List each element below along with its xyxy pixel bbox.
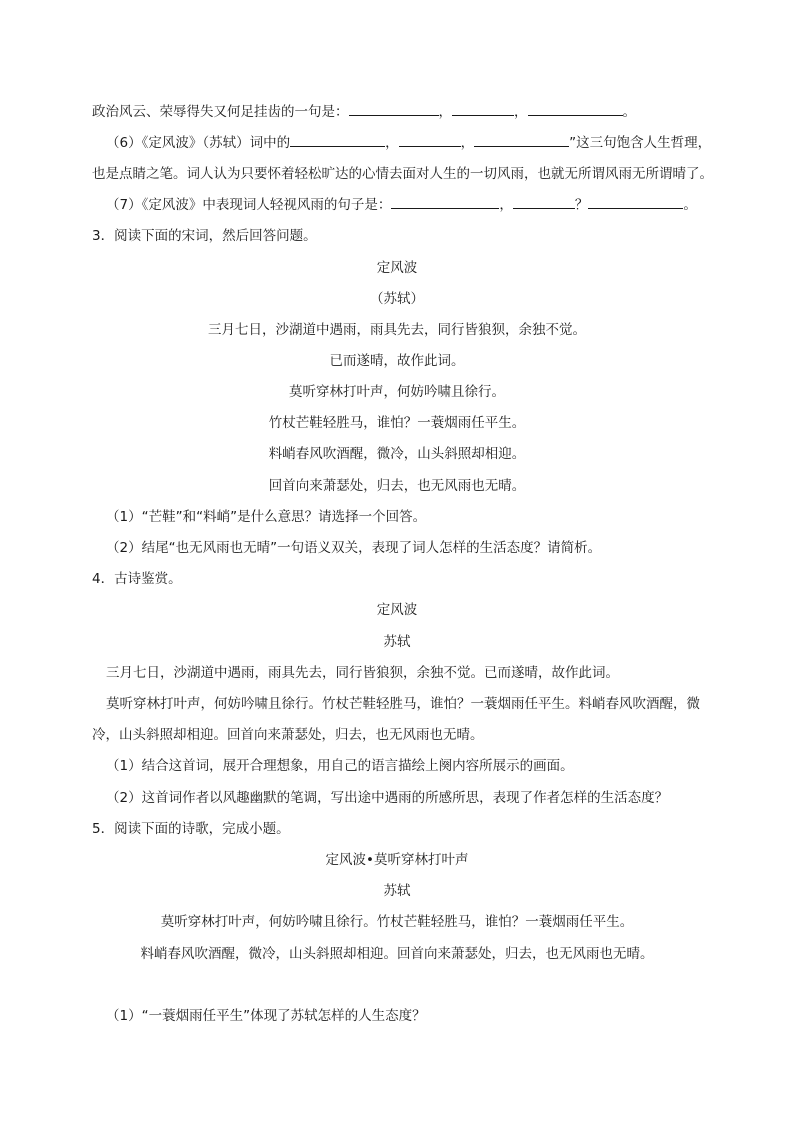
answer-blank[interactable] xyxy=(349,102,439,116)
punct: 。 xyxy=(622,104,636,120)
q3-question-1: （1）“芒鞋”和“料峭”是什么意思？请选择一个回答。 xyxy=(106,509,427,525)
q2-line-a xyxy=(92,102,636,122)
q3-poem-line: 回首向来萧瑟处，归去，也无风雨也无晴。 xyxy=(268,478,526,494)
q4-author: 苏轼 xyxy=(383,634,411,650)
answer-blank[interactable] xyxy=(399,133,461,147)
q5-question-1: （1）“一蓑烟雨任平生”体现了苏轼怎样的人生态度？ xyxy=(106,1008,426,1024)
q4-poem-title: 定风波 xyxy=(376,602,418,618)
q2-item6-prefix: （6）《定风波》（苏轼）词中的 xyxy=(106,135,291,151)
q3-poem-line: 莫听穿林打叶声，何妨吟啸且徐行。 xyxy=(289,384,505,400)
q2-item6-line2: 也是点睛之笔。词人认为只要怀着轻松旷达的心情去面对人生的一切风雨，也就无所谓风雨无所谓晴了。 xyxy=(92,166,713,182)
punct: ， xyxy=(460,135,475,151)
q5-author: 苏轼 xyxy=(383,883,411,899)
answer-blank[interactable] xyxy=(528,102,623,116)
q3-author: （苏轼） xyxy=(370,291,424,307)
q2-item7-prefix: （7）《定风波》中表现词人轻视风雨的句子是： xyxy=(106,197,392,213)
punct: ， xyxy=(385,135,399,151)
q4-heading: 4．古诗鉴赏。 xyxy=(92,571,182,587)
q3-heading: 3．阅读下面的宋词，然后回答问题。 xyxy=(92,228,317,244)
q3-poem-line: 竹杖芒鞋轻胜马，谁怕？一蓑烟雨任平生。 xyxy=(268,415,526,431)
answer-blank[interactable] xyxy=(290,133,385,147)
punct: ， xyxy=(438,104,452,120)
q4-preface: 三月七日，沙湖道中遇雨，雨具先去，同行皆狼狈，余独不觉。已而遂晴，故作此词。 xyxy=(106,665,619,681)
answer-blank[interactable] xyxy=(391,195,499,209)
q2-line-a-prefix: 政治风云、荣辱得失又何足挂齿的一句是： xyxy=(92,104,349,120)
q4-body-line1: 莫听穿林打叶声，何妨吟啸且徐行。竹杖芒鞋轻胜马，谁怕？一蓑烟雨任平生。料峭春风吹酒醒，微 xyxy=(106,696,700,712)
punct: 。 xyxy=(683,197,697,213)
punct: ？ xyxy=(574,197,589,213)
q4-question-1: （1）结合这首词，展开合理想象，用自己的语言描绘上阕内容所展示的画面。 xyxy=(106,758,574,774)
answer-blank[interactable] xyxy=(452,102,514,116)
q4-body-line2: 冷，山头斜照却相迎。回首向来萧瑟处，归去，也无风雨也无晴。 xyxy=(92,727,484,743)
answer-blank[interactable] xyxy=(513,195,575,209)
answer-blank[interactable] xyxy=(474,133,569,147)
q5-heading: 5．阅读下面的诗歌，完成小题。 xyxy=(92,821,290,837)
q2-item7 xyxy=(106,195,697,215)
q5-poem-title: 定风波•莫听穿林打叶声 xyxy=(325,852,469,868)
punct: ， xyxy=(514,104,528,120)
q3-question-2: （2）结尾“也无风雨也无晴”一句语义双关，表现了词人怎样的生活态度？请简析。 xyxy=(106,540,602,556)
q4-question-2: （2）这首词作者以风趣幽默的笔调，写出途中遇雨的所感所思，表现了作者怎样的生活态度？ xyxy=(106,790,669,806)
q3-poem-title: 定风波 xyxy=(376,260,418,276)
q2-item6-suffix: ”这三句饱含人生哲理， xyxy=(569,135,712,151)
q5-poem-line: 莫听穿林打叶声，何妨吟啸且徐行。竹杖芒鞋轻胜马，谁怕？一蓑烟雨任平生。 xyxy=(160,914,634,930)
punct: ， xyxy=(499,197,513,213)
q5-poem-line: 料峭春风吹酒醒，微冷，山头斜照却相迎。回首向来萧瑟处，归去，也无风雨也无晴。 xyxy=(140,946,654,962)
q2-item6-line1 xyxy=(106,133,711,153)
answer-blank[interactable] xyxy=(588,195,683,209)
q3-poem-line: 料峭春风吹酒醒，微冷，山头斜照却相迎。 xyxy=(268,446,526,462)
q3-poem-line: 三月七日，沙湖道中遇雨，雨具先去，同行皆狼狈，余独不觉。 xyxy=(208,322,586,338)
q3-poem-line: 已而遂晴，故作此词。 xyxy=(329,353,465,369)
